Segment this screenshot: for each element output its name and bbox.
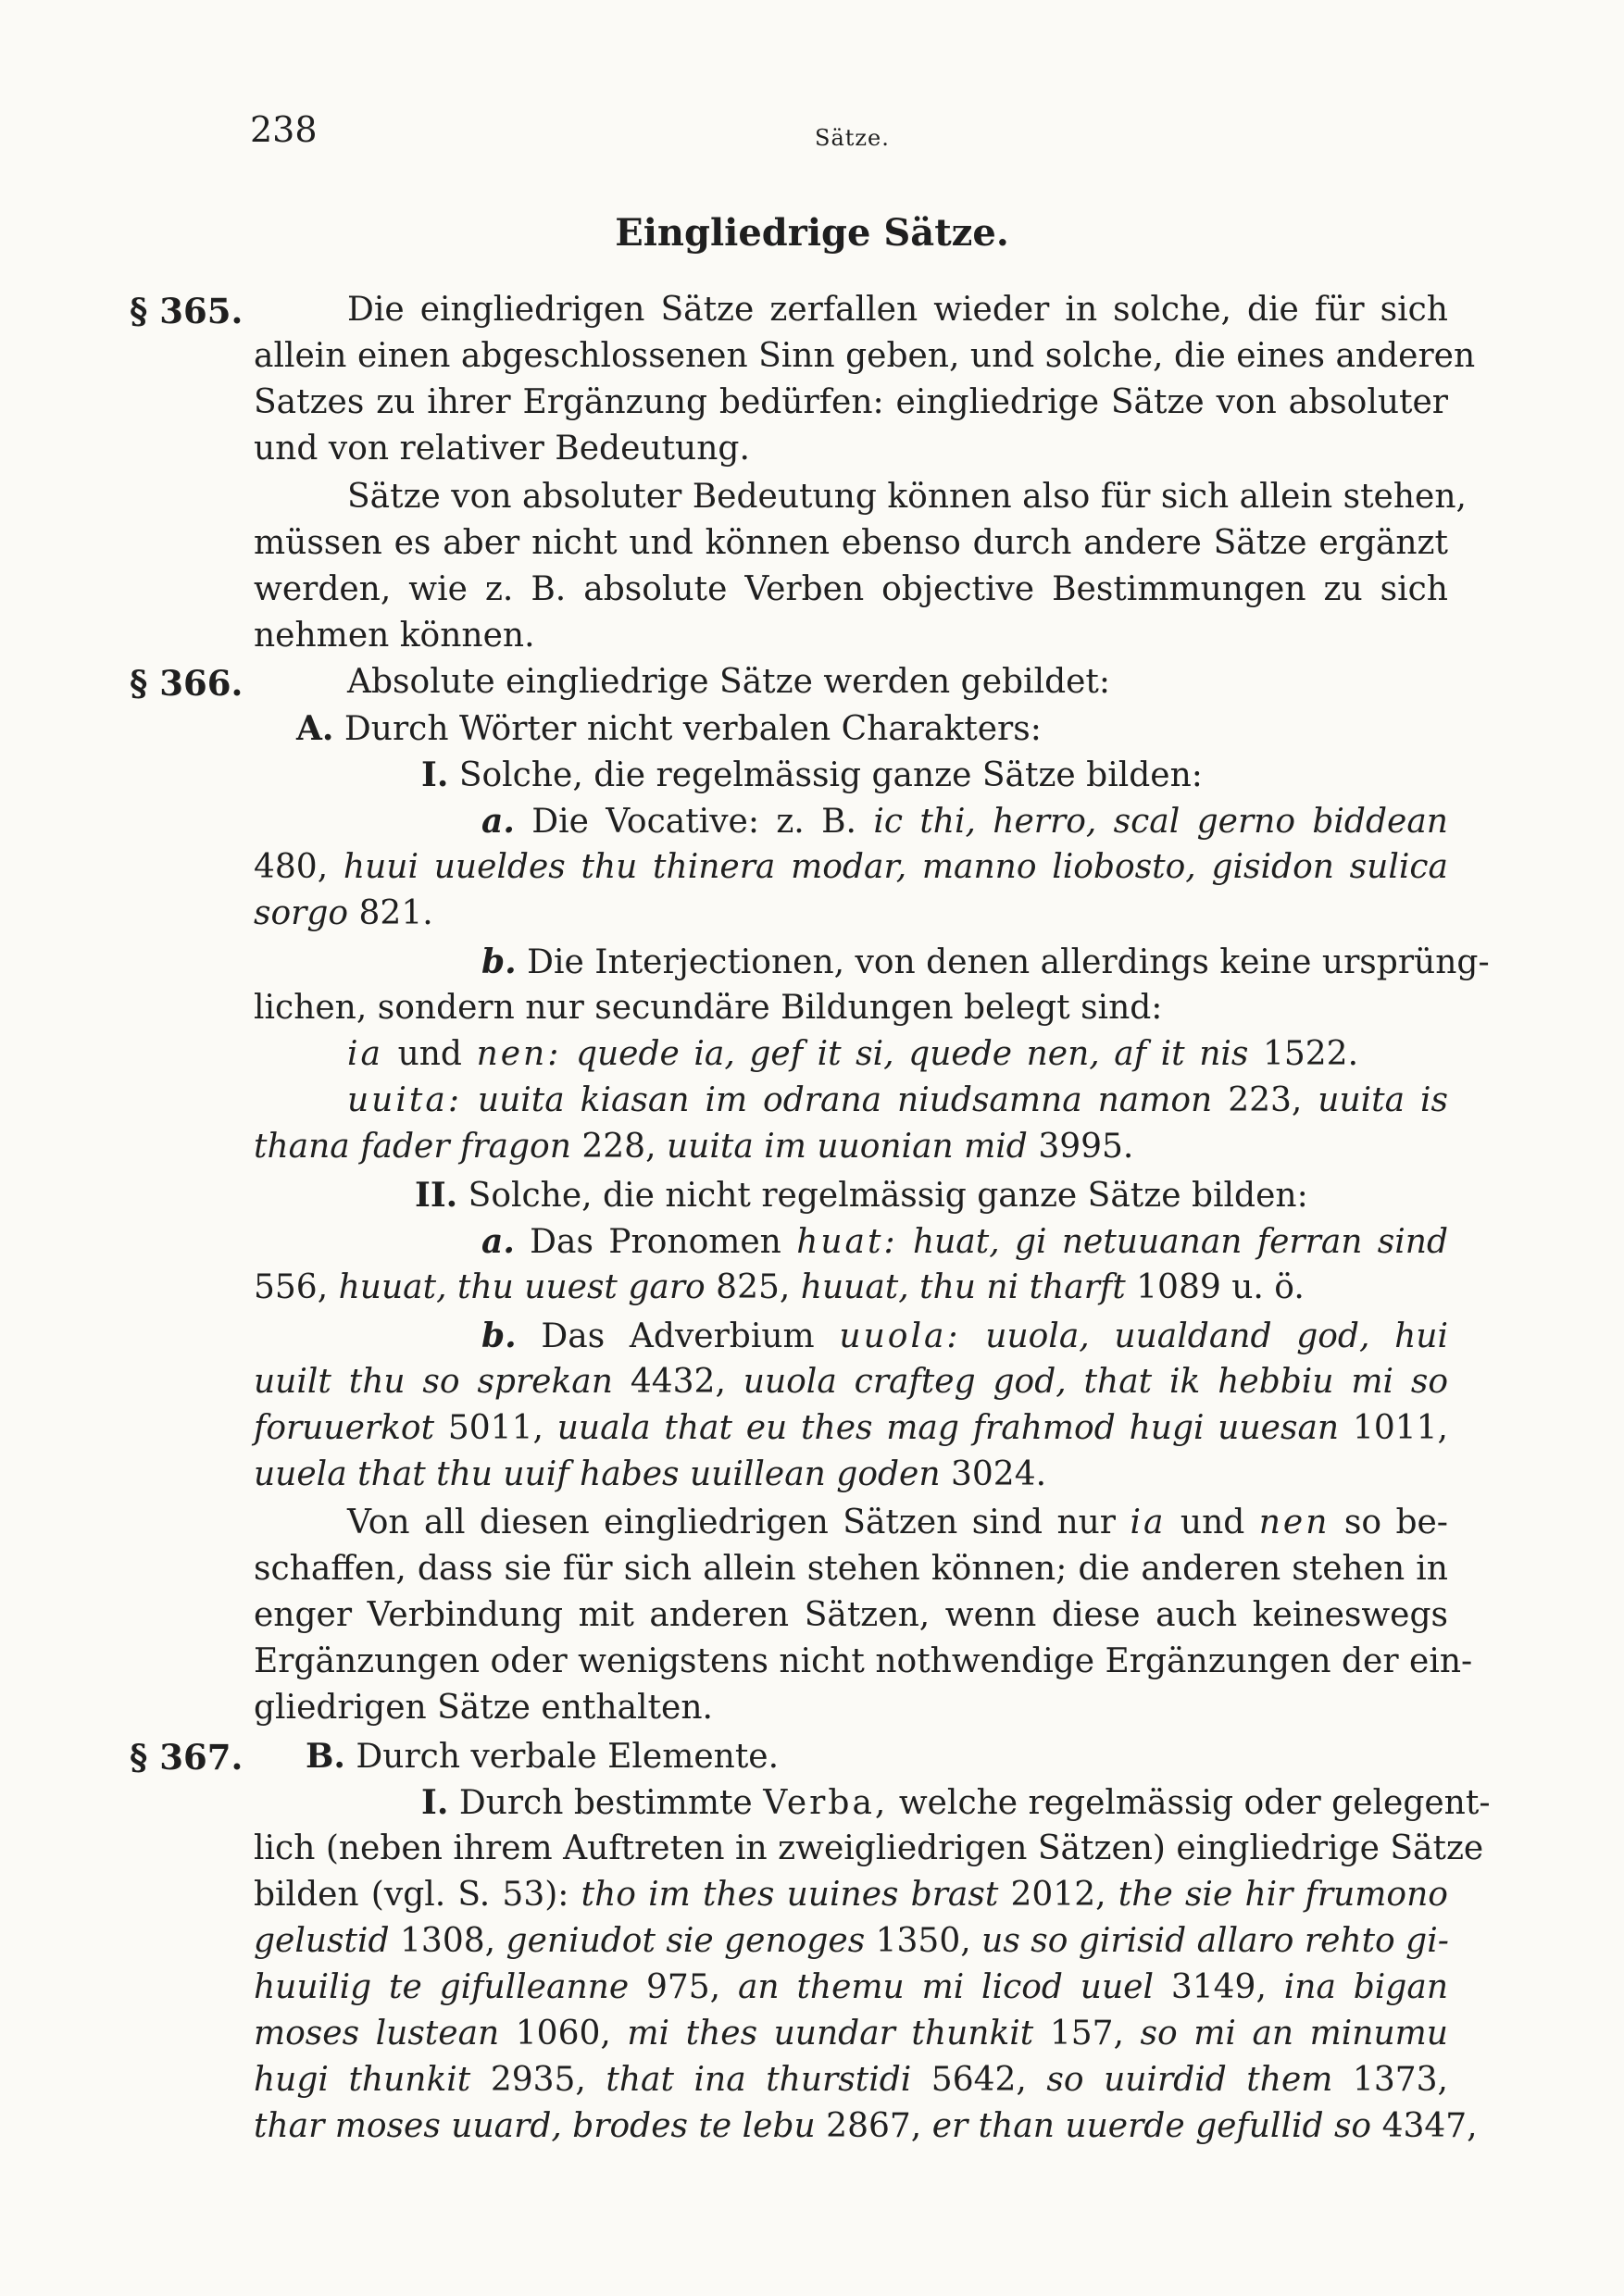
text-line: II. Solche, die nicht regelmässig ganze Sätze bilden: [415,1176,1308,1215]
section-heading: Eingliedrige Sätze. [615,211,1009,255]
text-line: b. Das Adverbium uuola: uuola, uualdand god, hui [481,1316,1448,1355]
text-line: allein einen abgeschlossenen Sinn geben, und solche, die eines anderen [254,337,1476,375]
text-line: uuela that thu uuif habes uuillean goden 3024. [254,1455,1047,1493]
text-line: nehmen können. [254,617,535,655]
text-line: thar moses uuard, brodes te lebu 2867, er than uuerde gefullid so 4347, [254,2107,1478,2145]
text-line: Von all diesen eingliedrigen Sätzen sind nur ia und nen so be- [347,1504,1448,1541]
label-a: a. [481,802,515,841]
text-line: huuilig te gifulleanne 975, an themu mi licod uuel 3149, ina bigan [254,1968,1448,2006]
text-line: B. Durch verbale Elemente. [306,1737,780,1776]
label-I: I. [421,1783,449,1822]
text-line: a. Die Vocative: z. B. ic thi, herro, scal gerno biddean [481,802,1448,841]
text-line: Ergänzungen oder wenigstens nicht nothwendige Ergänzungen der ein- [254,1642,1473,1680]
text-line: lich (neben ihrem Auftreten in zweigliedrigen Sätzen) eingliedrige Sätze [254,1829,1484,1867]
label-B: B. [306,1737,345,1776]
text-line: I. Solche, die regelmässig ganze Sätze bilden: [421,755,1203,794]
text-line: lichen, sondern nur secundäre Bildungen belegt sind: [254,989,1163,1027]
text-line: enger Verbindung mit anderen Sätzen, wenn diese auch keineswegs [254,1596,1448,1634]
text-line: müssen es aber nicht und können ebenso durch andere Sätze ergänzt [254,524,1448,562]
text-line: hugi thunkit 2935, that ina thurstidi 5642, so uuirdid them 1373, [254,2061,1448,2099]
label-b: b. [481,942,517,981]
text-line: 480, huui uueldes thu thinera modar, manno liobosto, gisidon sulica [254,848,1448,886]
text-line: Satzes zu ihrer Ergänzung bedürfen: eingliedrige Sätze von absoluter [254,383,1448,421]
text-line: gelustid 1308, geniudot sie genoges 1350, us so girisid allaro rehto gi- [254,1922,1449,1960]
text-line: a. Das Pronomen huat: huat, gi netuuanan ferran sind [481,1222,1448,1261]
label-A: A. [296,709,334,748]
text-line: moses lustean 1060, mi thes uundar thunkit 157, so mi an minumu [254,2015,1448,2053]
label-b: b. [481,1316,517,1355]
text-line: I. Durch bestimmte Verba, welche regelmässig oder gelegent- [421,1783,1491,1822]
text-line: A. Durch Wörter nicht verbalen Charakters: [296,709,1042,748]
text-line: b. Die Interjectionen, von denen allerdings keine ursprüng- [481,942,1490,981]
page-number: 238 [250,109,318,150]
text-line: sorgo 821. [254,894,433,932]
section-365-number: § 365. [130,291,244,331]
text-line: und von relativer Bedeutung. [254,430,750,468]
text-line: werden, wie z. B. absolute Verben objective Bestimmungen zu sich [254,570,1448,608]
text-line: 556, huuat, thu uuest garo 825, huuat, thu ni tharft 1089 u. ö. [254,1268,1305,1306]
text-line: uuilt thu so sprekan 4432, uuola crafteg god, that ik hebbiu mi so [254,1363,1449,1401]
text-line: Absolute eingliedrige Sätze werden gebildet: [347,663,1111,701]
section-367-number: § 367. [130,1737,244,1778]
running-title: Sätze. [815,125,890,151]
label-a: a. [481,1222,515,1261]
text-line: gliedrigen Sätze enthalten. [254,1689,713,1727]
section-366-number: § 366. [130,663,244,704]
text-line: schaffen, dass sie für sich allein stehen können; die anderen stehen in [254,1550,1448,1588]
text-line: thana fader fragon 228, uuita im uuonian mid 3995. [254,1128,1134,1166]
text-line: foruuerkot 5011, uuala that eu thes mag frahmod hugi uuesan 1011, [254,1409,1448,1447]
text-line: bilden (vgl. S. 53): tho im thes uuines brast 2012, the sie hir frumono [254,1876,1448,1914]
text-line: Sätze von absoluter Bedeutung können also für sich allein stehen, [347,478,1467,516]
label-I: I. [421,755,449,794]
text-line: ia und nen: quede ia, gef it si, quede nen, af it nis 1522. [347,1035,1359,1073]
text-line: Die eingliedrigen Sätze zerfallen wieder in solche, die für sich [347,291,1448,329]
label-II: II. [415,1176,458,1215]
text-line: uuita: uuita kiasan im odrana niudsamna namon 223, uuita is [347,1081,1449,1119]
